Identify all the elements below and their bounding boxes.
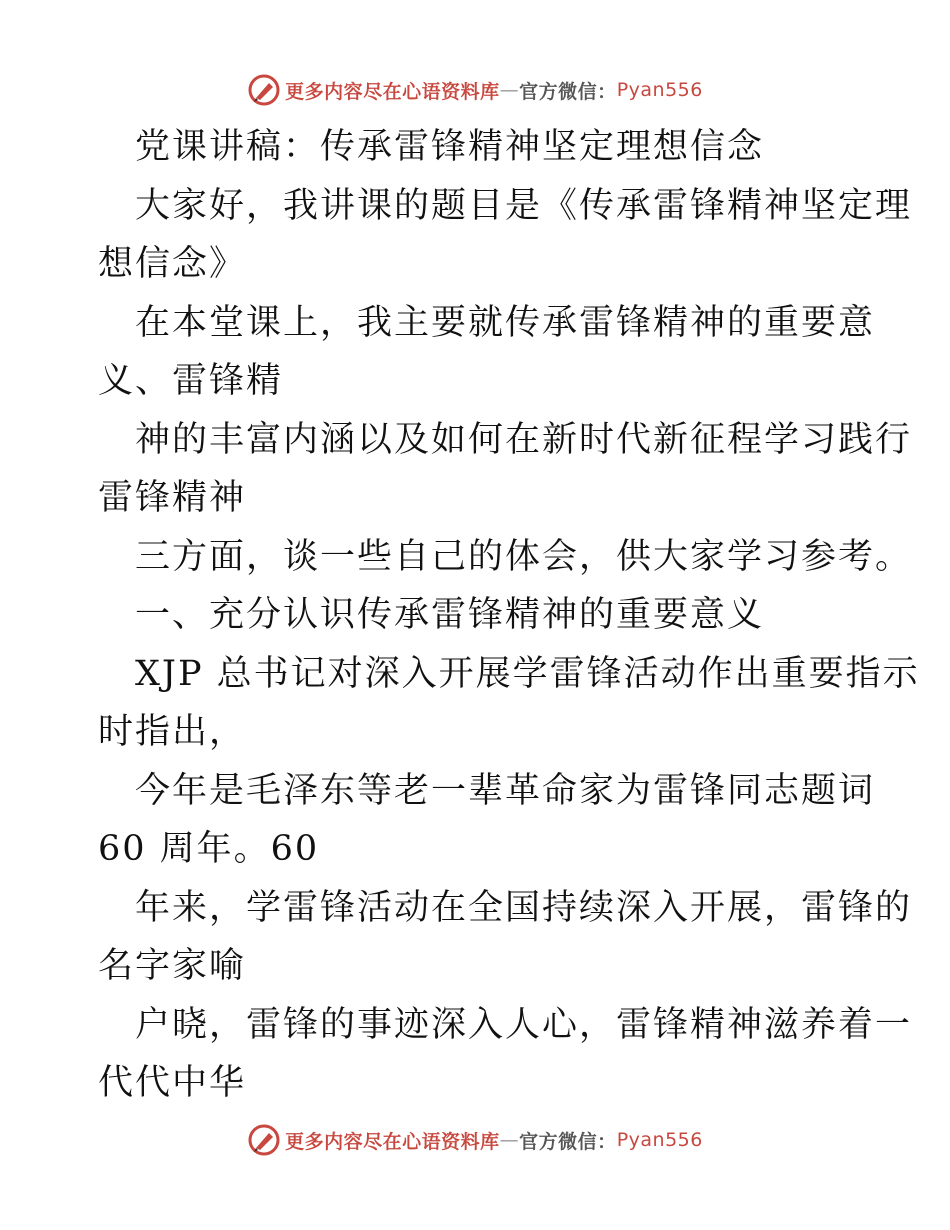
paragraph-line: 雷锋精神 <box>98 478 247 518</box>
document-body <box>98 118 920 1113</box>
paragraph-line: 户晓，雷锋的事迹深入人心，雷锋精神滋养着一 <box>135 1004 913 1045</box>
paragraph-line: 代代中华 <box>98 1063 247 1103</box>
pen-logo-icon <box>247 73 281 107</box>
paragraph-line: 大家好，我讲课的题目是《传承雷锋精神坚定理 <box>135 185 913 226</box>
watermark-separator: — <box>499 1129 520 1151</box>
watermark-separator: — <box>499 79 520 101</box>
paragraph-line: 义、雷锋精 <box>98 361 284 401</box>
document-title: 党课讲稿：传承雷锋精神坚定理想信念 <box>135 127 765 167</box>
watermark-wechat-label: 官方微信： <box>519 1130 617 1153</box>
watermark-wechat-label: 官方微信： <box>519 80 617 103</box>
paragraph-line: 年来，学雷锋活动在全国持续深入开展，雷锋的 <box>135 887 913 928</box>
paragraph-line: 60 周年。60 <box>98 829 320 869</box>
watermark-wechat-id: Pyan556 <box>616 79 703 101</box>
footer-watermark <box>0 1120 950 1160</box>
watermark-main-text: 更多内容尽在心语资料库 <box>285 80 500 103</box>
watermark-wechat-id: Pyan556 <box>616 1129 703 1151</box>
paragraph-line: 今年是毛泽东等老一辈革命家为雷锋同志题词 <box>135 770 876 811</box>
watermark-main-text: 更多内容尽在心语资料库 <box>285 1130 500 1153</box>
paragraph-line: 三方面，谈一些自己的体会，供大家学习参考。 <box>135 536 913 577</box>
header-watermark <box>0 70 950 110</box>
paragraph-line: 在本堂课上，我主要就传承雷锋精神的重要意 <box>135 302 876 343</box>
section-heading: 一、充分认识传承雷锋精神的重要意义 <box>135 595 765 635</box>
paragraph-line: XJP 总书记对深入开展学雷锋活动作出重要指示 <box>135 653 920 694</box>
paragraph-line: 想信念》 <box>98 244 247 284</box>
paragraph-line: 神的丰富内涵以及如何在新时代新征程学习践行 <box>135 419 913 460</box>
paragraph-line: 名字家喻 <box>98 946 247 986</box>
paragraph-line: 时指出， <box>98 712 247 752</box>
pen-logo-icon <box>247 1123 281 1157</box>
